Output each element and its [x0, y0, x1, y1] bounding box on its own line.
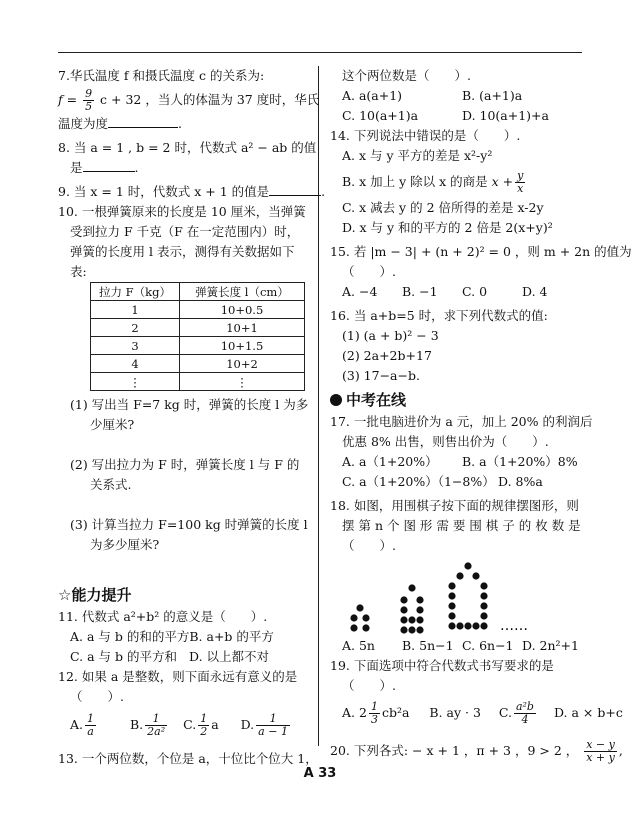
option-d[interactable]: D. 以上都不对 — [189, 649, 270, 664]
option-a[interactable] — [70, 712, 98, 738]
table-row — [91, 337, 305, 355]
q17-options-row2 — [330, 472, 582, 492]
table-cell: 10+1 — [180, 319, 305, 337]
q10-line3: 弹簧的长度用 l 表示，测得有关数据如下 — [70, 244, 295, 259]
question-16 — [330, 306, 582, 386]
option-d[interactable]: D. a × b+c — [553, 705, 623, 720]
option-d[interactable]: D. 4 — [522, 284, 548, 299]
q8-line2 — [58, 158, 308, 178]
q10-line2: 受到拉力 F 千克（F 在一定范围内）时， — [70, 224, 300, 239]
table-cell: 10+2 — [180, 355, 305, 373]
frac-den: 4 — [521, 713, 529, 726]
q10-line1: 10. 一根弹簧原来的长度是 10 厘米，当弹簧 — [58, 204, 306, 219]
table-cell: ⋮ — [91, 373, 180, 391]
question-20 — [330, 734, 623, 768]
section-exam-title: 中考在线 — [346, 391, 407, 409]
q16-item-2: (2) 2a+2b+17 — [342, 348, 432, 363]
q11-options-row1 — [58, 627, 308, 647]
go-stone-dot — [416, 616, 423, 623]
option-b[interactable]: B. a（1+20%）8% — [462, 454, 578, 469]
q11-stem: 11. 代数式 a²+b² 的意义是（ ）. — [58, 609, 268, 624]
table-row — [91, 373, 305, 391]
q10-sub2-line2: 关系式. — [90, 477, 132, 492]
star-icon: ☆ — [58, 586, 72, 604]
q7-rhs: c + 32 ，当人的体温为 37 度时，华氏 — [100, 92, 320, 107]
q7-frac-den: 5 — [85, 100, 93, 113]
pattern-ellipsis: …… — [500, 618, 528, 634]
q8-line2-a: 是 — [70, 160, 83, 175]
go-stone-dot — [362, 614, 369, 621]
q13-line: 这个两位数是（ ）. — [342, 68, 471, 83]
option-c[interactable]: C. a 与 b 的平方和 — [70, 649, 177, 664]
q12-paren: （ ）. — [70, 689, 124, 704]
option-label: D. — [240, 717, 255, 732]
option-b[interactable]: B. a+b 的平方 — [189, 629, 274, 644]
right-column — [330, 66, 632, 768]
option-b[interactable]: B. ay · 3 — [429, 705, 481, 720]
option-a[interactable]: A. x 与 y 平方的差是 x²-y² — [342, 148, 493, 163]
q13-options-row2 — [330, 106, 582, 126]
table-cell: 1 — [91, 301, 180, 319]
q11-options-row2 — [58, 647, 308, 667]
frac-den: a − 1 — [258, 725, 288, 738]
go-stone-pattern-figure — [330, 560, 582, 636]
go-stone-dot — [480, 612, 487, 619]
table-header-force: 拉力 F（kg） — [91, 283, 180, 301]
option-tail: cb²a — [381, 705, 410, 720]
option-d[interactable]: D. 10(a+1)+a — [462, 108, 549, 123]
go-stone-dot — [456, 572, 463, 579]
frac-den: 2 — [200, 725, 208, 738]
table-row — [91, 319, 305, 337]
answer-blank[interactable] — [83, 159, 135, 172]
go-stone-dot — [400, 596, 407, 603]
option-tail: a — [211, 717, 219, 732]
table-cell: 10+0.5 — [180, 301, 305, 319]
frac-den: 3 — [370, 713, 378, 726]
q17-line2: 优惠 8% 出售，则售出价为（ ）. — [342, 434, 549, 449]
go-stone-dot — [448, 602, 455, 609]
q16-item-3: (3) 17−a−b. — [342, 368, 420, 383]
frac-num: 1 — [87, 712, 95, 725]
option-c[interactable]: C. 10(a+1)a — [342, 108, 419, 123]
question-17 — [330, 412, 593, 492]
q15-stem: 15. 若 |m − 3| + (n + 2)² = 0 ，则 m + 2n 的值为 — [330, 244, 632, 259]
question-14 — [330, 126, 582, 238]
q7-line1: 7.华氏温度 f 和摄氏温度 c 的关系为: — [58, 68, 265, 83]
q10-sub1-line2: 少厘米? — [90, 417, 135, 432]
q8-line2-b: . — [134, 160, 139, 175]
go-stone-dot — [464, 562, 471, 569]
spring-data-table — [90, 282, 305, 391]
go-stone-dot — [448, 592, 455, 599]
q19-stem: 19. 下面选项中符合代数式书写要求的是 — [330, 658, 554, 673]
go-stone-dot — [416, 596, 423, 603]
q18-line1: 18. 如图，用围棋子按下面的规律摆图形，则 — [330, 498, 579, 513]
go-stone-dot — [472, 572, 479, 579]
top-rule — [58, 52, 582, 53]
pattern-svg — [330, 560, 580, 636]
go-stone-dot — [350, 624, 357, 631]
q10-sub3-line1: (3) 计算当拉力 F=100 kg 时弹簧的长度 l — [70, 517, 308, 532]
question-7 — [58, 66, 320, 134]
q7-line3: 温度为度 . — [58, 116, 182, 131]
table-header-row — [91, 283, 305, 301]
q7-lhs: f = — [58, 92, 78, 107]
q10-sub1-line1: (1) 写出当 F=7 kg 时，弹簧的长度 l 为多 — [70, 397, 309, 412]
q7-fraction — [83, 88, 94, 113]
q10-line4: 表: — [70, 264, 87, 279]
question-12 — [58, 667, 308, 743]
option-c[interactable]: C. 0 — [462, 284, 488, 299]
option-b[interactable] — [330, 166, 582, 198]
q10-sub1 — [58, 395, 308, 435]
option-label: B. — [129, 717, 144, 732]
q14-optB-expr: x + — [491, 174, 514, 189]
q10-sub3-line2: 为多少厘米? — [90, 537, 160, 552]
bullet-icon — [330, 394, 342, 406]
go-stone-dot — [456, 622, 463, 629]
q19-paren: （ ）. — [342, 678, 396, 693]
section-exam-heading — [330, 388, 582, 412]
option-a[interactable]: A. 5n — [342, 638, 375, 653]
frac-den: a — [87, 725, 94, 738]
option-label: C. — [498, 705, 512, 720]
option-label: A. 2 — [342, 705, 367, 720]
go-stone-dot — [416, 606, 423, 613]
table-cell: 3 — [91, 337, 180, 355]
question-18 — [330, 496, 582, 656]
option-b[interactable]: B. 5n−1 — [402, 638, 454, 653]
question-13-continued — [330, 66, 582, 126]
go-stone-dot — [400, 616, 407, 623]
q13-options-row1 — [330, 86, 582, 106]
option-a[interactable]: A. a(a+1) — [342, 88, 403, 103]
q16-stem: 16. 当 a+b=5 时，求下列代数式的值: — [330, 308, 548, 323]
q19-options — [330, 696, 623, 730]
q9-text-b: . — [321, 184, 326, 199]
option-c[interactable]: C. 6n−1 — [462, 638, 514, 653]
option-a[interactable]: A. −4 — [342, 284, 378, 299]
option-a[interactable] — [342, 700, 410, 726]
option-d[interactable]: D. x 与 y 和的平方的 2 倍是 2(x+y)² — [342, 220, 553, 235]
option-label: A. — [70, 717, 84, 732]
table-cell: 10+1.5 — [180, 337, 305, 355]
table-row — [91, 355, 305, 373]
go-stone-dot — [408, 616, 415, 623]
table-cell: ⋮ — [180, 373, 305, 391]
q10-sub2-line1: (2) 写出拉力为 F 时，弹簧长度 l 与 F 的 — [70, 457, 300, 472]
option-b[interactable] — [129, 712, 169, 738]
go-stone-dot — [362, 624, 369, 631]
go-stone-dot — [472, 622, 479, 629]
frac-den: 2a² — [147, 725, 166, 738]
frac-num: 1 — [200, 712, 208, 725]
go-stone-dot — [408, 584, 415, 591]
section-ability-heading — [58, 583, 308, 607]
go-stone-dot — [480, 592, 487, 599]
q12-stem: 12. 如果 a 是整数，则下面永远有意义的是 — [58, 669, 298, 684]
option-d[interactable] — [240, 712, 292, 738]
option-label: C. — [183, 717, 197, 732]
option-d[interactable]: D. 2n²+1 — [522, 638, 579, 653]
q20-tail: , — [618, 743, 623, 758]
go-stone-dot — [416, 626, 423, 633]
page-number: A 33 — [303, 766, 337, 781]
frac-num: y — [517, 169, 524, 182]
section-ability-title: 能力提升 — [71, 586, 132, 604]
go-stone-dot — [448, 622, 455, 629]
q15-options — [330, 282, 582, 302]
go-stone-dot — [480, 602, 487, 609]
table-row — [91, 301, 305, 319]
option-c[interactable]: C. x 减去 y 的 2 倍所得的差是 x-2y — [342, 200, 544, 215]
question-19 — [330, 656, 623, 730]
frac-num: 1 — [145, 713, 167, 726]
q17-options-row1 — [330, 452, 582, 472]
frac-num: a²b — [515, 700, 534, 713]
q15-paren: （ ）. — [342, 264, 396, 279]
answer-blank[interactable] — [108, 115, 178, 128]
q18-options — [330, 636, 582, 656]
question-15 — [330, 242, 632, 302]
column-divider — [318, 66, 319, 746]
frac-den: x — [517, 182, 524, 195]
table-cell: 2 — [91, 319, 180, 337]
q7-line3-text: 温度为度 — [58, 116, 109, 131]
question-8 — [58, 138, 317, 178]
table-cell: 4 — [91, 355, 180, 373]
q17-line1: 17. 一批电脑进价为 a 元，加上 20% 的利润后 — [330, 414, 593, 429]
frac-num: 1 — [370, 700, 378, 713]
question-11 — [58, 607, 308, 667]
option-a[interactable]: A. a（1+20%） — [342, 454, 438, 469]
question-9 — [58, 182, 326, 202]
question-13: 13. 一个两位数，个位是 a，十位比个位大 1， — [58, 751, 318, 766]
option-a[interactable]: A. a 与 b 的和的平方 — [70, 629, 190, 644]
q20-text: 20. 下列各式: − x + 1 ，π + 3 ，9 > 2 ， — [330, 743, 579, 758]
table-header-length: 弹簧长度 l（cm） — [180, 283, 305, 301]
q8-line1: 8. 当 a = 1 , b = 2 时，代数式 a² − ab 的值 — [58, 140, 317, 155]
option-b[interactable]: B. (a+1)a — [462, 88, 523, 103]
go-stone-dot — [464, 622, 471, 629]
go-stone-dot — [408, 626, 415, 633]
go-stone-dot — [480, 582, 487, 589]
go-stone-dot — [448, 582, 455, 589]
left-column — [58, 66, 326, 769]
option-b[interactable]: B. −1 — [402, 284, 438, 299]
q16-item-1: (1) (a + b)² − 3 — [342, 328, 439, 343]
frac-num: x − y — [586, 738, 615, 751]
answer-blank[interactable] — [269, 183, 321, 196]
q12-options — [58, 707, 308, 743]
option-c[interactable] — [183, 712, 219, 738]
frac-num: 1 — [256, 713, 290, 726]
option-c[interactable]: C. a（1+20%）（1−8%） — [342, 474, 495, 489]
q7-line2 — [58, 86, 320, 114]
q7-frac-num: 9 — [85, 87, 93, 100]
option-c[interactable] — [498, 700, 538, 726]
frac-den: x + y — [586, 751, 615, 764]
go-stone-dot — [350, 614, 357, 621]
q18-line3: （ ）. — [342, 538, 396, 553]
q10-sub2 — [58, 455, 308, 495]
q18-line2: 摆 第 n 个 图 形 需 要 围 棋 子 的 枚 数 是 — [342, 518, 581, 533]
q14-stem: 14. 下列说法中错误的是（ ）. — [330, 128, 521, 143]
q14-optB-text: B. x 加上 y 除以 x 的商是 — [342, 174, 488, 189]
question-10 — [58, 202, 308, 555]
q10-sub3 — [58, 515, 308, 555]
q9-text: 9. 当 x = 1 时，代数式 x + 1 的值是 — [58, 184, 270, 199]
option-d[interactable]: D. 8%a — [498, 474, 543, 489]
go-stone-dot — [400, 606, 407, 613]
go-stone-dot — [400, 626, 407, 633]
go-stone-dot — [448, 612, 455, 619]
go-stone-dot — [480, 622, 487, 629]
go-stone-dot — [356, 604, 363, 611]
